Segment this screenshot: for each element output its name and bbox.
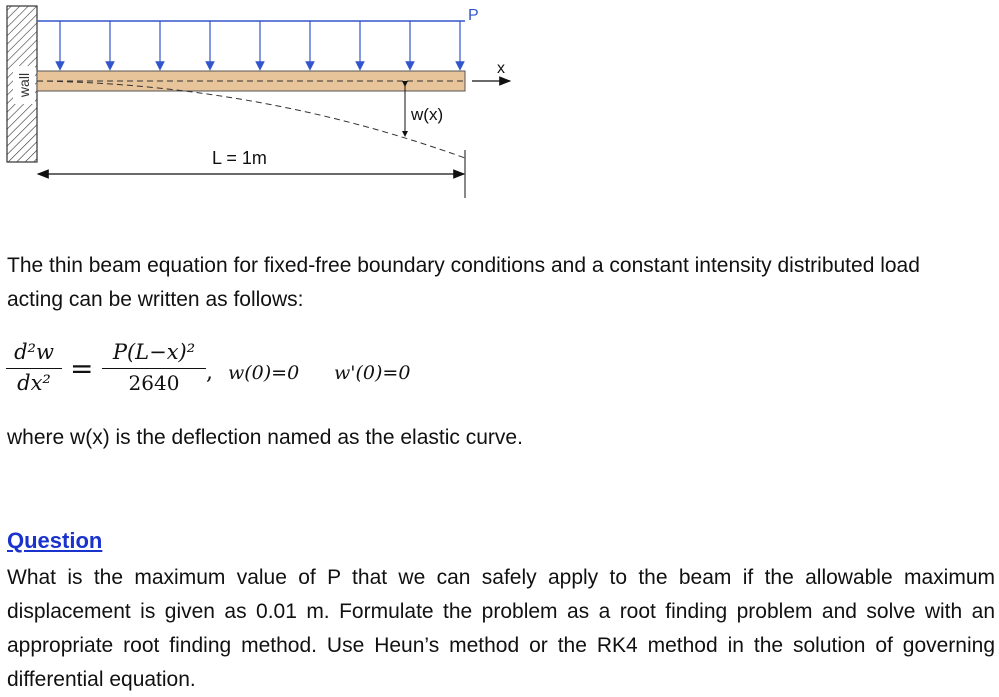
x-axis-label: x xyxy=(497,60,505,77)
boundary-condition-1: w(0)=0 xyxy=(228,362,300,384)
elastic-curve xyxy=(37,81,465,158)
beam-diagram xyxy=(0,0,560,205)
question-text: What is the maximum value of P that we can safely apply to the beam if the allowable maximum displacement is given as 0.01 m. Formulate the problem as a root finding problem and solve with an appropriate root finding method. Use Heun’s method or the RK4 method in the solution of governing differential equation. xyxy=(7,566,995,691)
wall xyxy=(7,6,37,162)
deflection-label: w(x) xyxy=(411,105,444,124)
lhs-denominator: dx² xyxy=(17,371,51,395)
lhs-numerator: d²w xyxy=(14,340,54,364)
load-arrows xyxy=(60,21,460,66)
equals-sign: = xyxy=(70,352,94,385)
intro-paragraph: The thin beam equation for fixed-free boundary conditions and a constant intensity distributed load acting can be written as follows: xyxy=(7,254,920,311)
wall-label: wall xyxy=(16,72,32,98)
rhs-numerator: P(L−x)² xyxy=(112,340,196,364)
load-label: P xyxy=(468,7,479,24)
question-heading: Question xyxy=(7,528,103,553)
length-label: L = 1m xyxy=(212,148,267,168)
boundary-condition-2: w'(0)=0 xyxy=(334,362,411,384)
explanation-paragraph: where w(x) is the deflection named as the elastic curve. xyxy=(7,426,523,449)
equation-comma: , xyxy=(206,360,213,385)
rhs-denominator: 2640 xyxy=(128,371,180,395)
beam-equation xyxy=(6,338,486,408)
